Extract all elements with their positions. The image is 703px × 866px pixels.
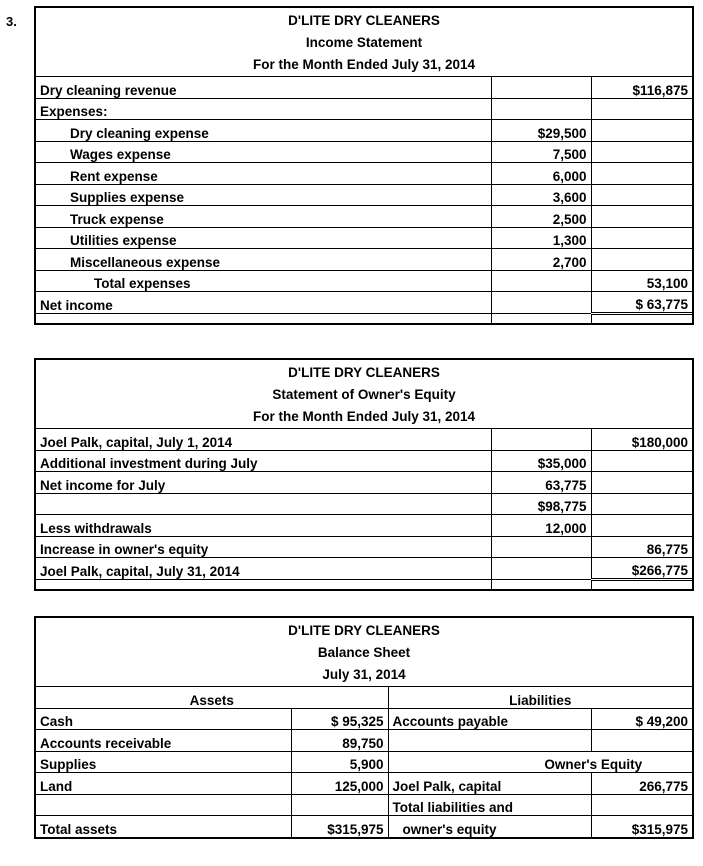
- table-row: [36, 751, 692, 773]
- owners-equity-statement: [34, 358, 694, 591]
- balance-sheet: [34, 616, 694, 839]
- supplies-label: Supplies: [36, 751, 291, 773]
- revenue-label: Dry cleaning revenue: [36, 77, 491, 99]
- table-row: [36, 730, 692, 752]
- revenue-value: $116,875: [591, 77, 692, 99]
- table-row: [36, 227, 692, 249]
- total-assets-value: $315,975: [291, 816, 388, 838]
- investment-value: $35,000: [491, 450, 591, 472]
- company-name: D'LITE DRY CLEANERS: [288, 13, 440, 28]
- company-name: D'LITE DRY CLEANERS: [288, 365, 440, 380]
- equity-table: [36, 428, 692, 589]
- net-income-label: Net income: [36, 292, 491, 314]
- expense-label: Truck expense: [36, 206, 491, 228]
- table-row: [36, 163, 692, 185]
- subtotal-value: $98,775: [491, 493, 591, 515]
- expense-label: Rent expense: [36, 163, 491, 185]
- total-expenses-value: 53,100: [591, 270, 692, 292]
- statement-title: Balance Sheet: [317, 645, 411, 660]
- table-row: [36, 773, 692, 795]
- income-statement-header: [36, 8, 692, 76]
- total-liabilities-label-2: owner's equity: [388, 816, 591, 838]
- expense-value: 2,500: [491, 206, 591, 228]
- table-row: [36, 429, 692, 451]
- liabilities-heading: Liabilities: [388, 687, 692, 709]
- land-label: Land: [36, 773, 291, 795]
- balance-sheet-header: [36, 618, 692, 686]
- expense-value: 7,500: [491, 141, 591, 163]
- capital-end-label: Joel Palk, capital, July 31, 2014: [36, 558, 491, 580]
- table-row: [36, 794, 692, 816]
- balance-table: [36, 686, 692, 837]
- capital-end-value: $266,775: [591, 558, 692, 580]
- table-row: [36, 816, 692, 838]
- income-table: [36, 76, 692, 323]
- table-row: [36, 120, 692, 142]
- increase-label: Increase in owner's equity: [36, 536, 491, 558]
- accounts-payable-label: Accounts payable: [388, 708, 591, 730]
- expense-label: Wages expense: [36, 141, 491, 163]
- table-row: [36, 313, 692, 323]
- investment-label: Additional investment during July: [36, 450, 491, 472]
- expenses-label: Expenses:: [36, 98, 491, 120]
- capital-begin-value: $180,000: [591, 429, 692, 451]
- accounts-receivable-value: 89,750: [291, 730, 388, 752]
- expense-value: 6,000: [491, 163, 591, 185]
- total-liabilities-value: $315,975: [591, 816, 692, 838]
- statement-date: July 31, 2014: [322, 667, 406, 682]
- capital-begin-label: Joel Palk, capital, July 1, 2014: [36, 429, 491, 451]
- total-assets-label: Total assets: [36, 816, 291, 838]
- expense-value: 3,600: [491, 184, 591, 206]
- table-row: [36, 558, 692, 580]
- company-name: D'LITE DRY CLEANERS: [288, 623, 440, 638]
- income-statement: [34, 6, 694, 325]
- withdrawals-value: 12,000: [491, 515, 591, 537]
- table-row: [36, 687, 692, 709]
- expense-label: Utilities expense: [36, 227, 491, 249]
- table-row: [36, 184, 692, 206]
- supplies-value: 5,900: [291, 751, 388, 773]
- net-income-label: Net income for July: [36, 472, 491, 494]
- table-row: [36, 579, 692, 589]
- table-row: [36, 98, 692, 120]
- expense-value: $29,500: [491, 120, 591, 142]
- total-liabilities-label-1: Total liabilities and: [388, 794, 591, 816]
- withdrawals-label: Less withdrawals: [36, 515, 491, 537]
- table-row: [36, 515, 692, 537]
- net-income-value: $ 63,775: [591, 292, 692, 314]
- accounts-receivable-label: Accounts receivable: [36, 730, 291, 752]
- total-expenses-label: Total expenses: [36, 270, 491, 292]
- land-value: 125,000: [291, 773, 388, 795]
- table-row: [36, 270, 692, 292]
- table-row: [36, 77, 692, 99]
- statement-period: For the Month Ended July 31, 2014: [252, 409, 476, 424]
- expense-label: Supplies expense: [36, 184, 491, 206]
- expense-label: Dry cleaning expense: [36, 120, 491, 142]
- problem-number: 3.: [6, 14, 17, 29]
- assets-heading: Assets: [36, 687, 388, 709]
- table-row: [36, 141, 692, 163]
- table-row: [36, 450, 692, 472]
- statement-title: Income Statement: [305, 35, 423, 50]
- table-row: [36, 493, 692, 515]
- increase-value: 86,775: [591, 536, 692, 558]
- accounts-payable-value: $ 49,200: [591, 708, 692, 730]
- expense-label: Miscellaneous expense: [36, 249, 491, 271]
- table-row: [36, 536, 692, 558]
- owners-equity-heading: Owner's Equity: [388, 751, 692, 773]
- net-income-value: 63,775: [491, 472, 591, 494]
- cash-label: Cash: [36, 708, 291, 730]
- cash-value: $ 95,325: [291, 708, 388, 730]
- statement-period: For the Month Ended July 31, 2014: [252, 57, 476, 72]
- statement-title: Statement of Owner's Equity: [272, 387, 456, 402]
- table-row: [36, 206, 692, 228]
- table-row: [36, 708, 692, 730]
- capital-label: Joel Palk, capital: [388, 773, 591, 795]
- table-row: [36, 249, 692, 271]
- table-row: [36, 472, 692, 494]
- expense-value: 1,300: [491, 227, 591, 249]
- expense-value: 2,700: [491, 249, 591, 271]
- equity-statement-header: [36, 360, 692, 428]
- capital-value: 266,775: [591, 773, 692, 795]
- table-row: [36, 292, 692, 314]
